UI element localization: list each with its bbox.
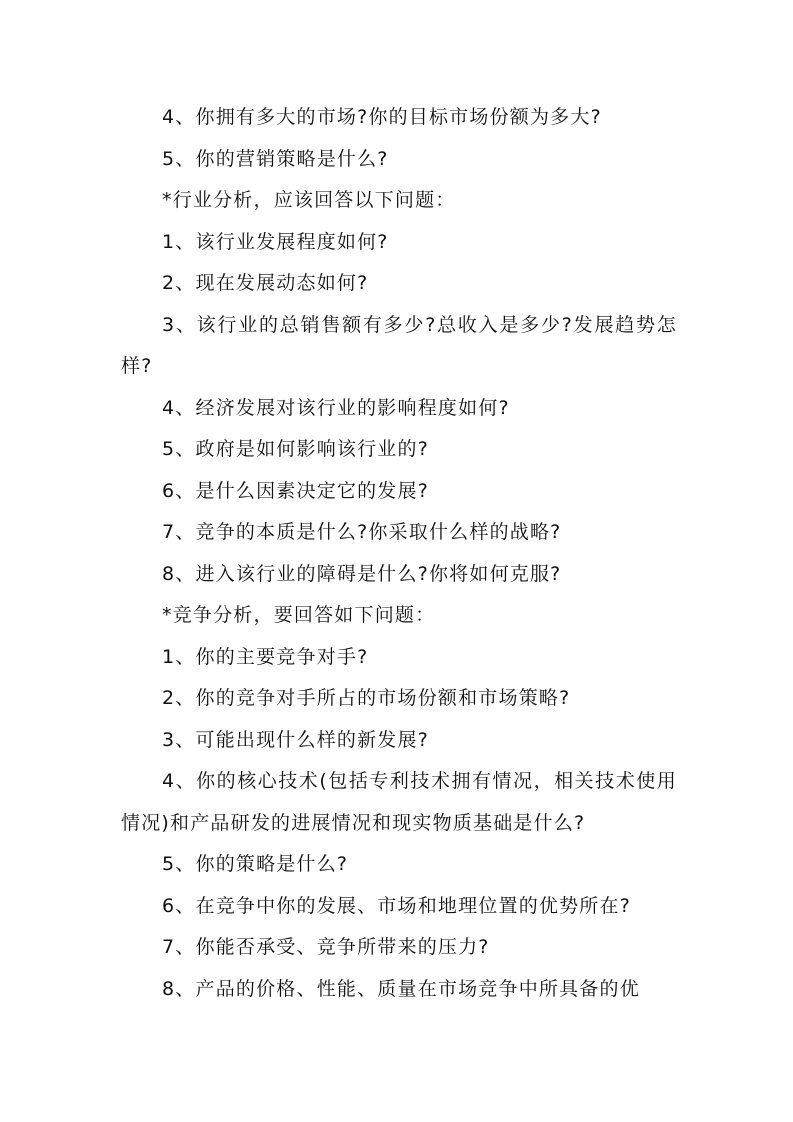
paragraph-competition-q2: 2、你的竞争对手所占的市场份额和市场策略?	[162, 687, 571, 709]
paragraph-competition-q1: 1、你的主要竞争对手?	[162, 645, 369, 668]
paragraph-marketing-strategy: 5、你的营销策略是什么?	[162, 147, 389, 170]
paragraph-industry-q3: 3、该行业的总销售额有多少?总收入是多少?发展趋势怎样?	[121, 313, 677, 377]
paragraph-industry-q8: 8、进入该行业的障碍是什么?你将如何克服?	[162, 562, 562, 585]
paragraph-industry-q1: 1、该行业发展程度如何?	[162, 230, 389, 253]
paragraph-industry-q5: 5、政府是如何影响该行业的?	[162, 438, 429, 460]
paragraph-competition-q3: 3、可能出现什么样的新发展?	[162, 728, 429, 751]
paragraph-competition-q5: 5、你的策略是什么?	[162, 853, 349, 875]
paragraph-competition-q7: 7、你能否承受、竞争所带来的压力?	[162, 936, 490, 958]
paragraph-competition-q4: 4、你的核心技术(包括专利技术拥有情况，相关技术使用情况)和产品研发的进展情况和现实物质基础是什么?	[121, 770, 677, 834]
section-heading-competition-analysis: *竞争分析，要回答如下问题：	[162, 604, 436, 626]
paragraph-competition-q6: 6、在竞争中你的发展、市场和地理位置的优势所在?	[162, 894, 631, 917]
paragraph-industry-q7: 7、竞争的本质是什么?你采取什么样的战略?	[162, 521, 562, 543]
paragraph-industry-q4: 4、经济发展对该行业的影响程度如何?	[162, 396, 510, 419]
document-body	[121, 97, 677, 1010]
paragraph-industry-q6: 6、是什么因素决定它的发展?	[162, 479, 429, 502]
paragraph-industry-q2: 2、现在发展动态如何?	[162, 272, 369, 294]
paragraph-competition-q8: 8、产品的价格、性能、质量在市场竞争中所具备的优	[162, 977, 640, 1000]
paragraph-market-size: 4、你拥有多大的市场?你的目标市场份额为多大?	[162, 106, 602, 128]
section-heading-industry-analysis: *行业分析，应该回答以下问题：	[162, 189, 456, 211]
